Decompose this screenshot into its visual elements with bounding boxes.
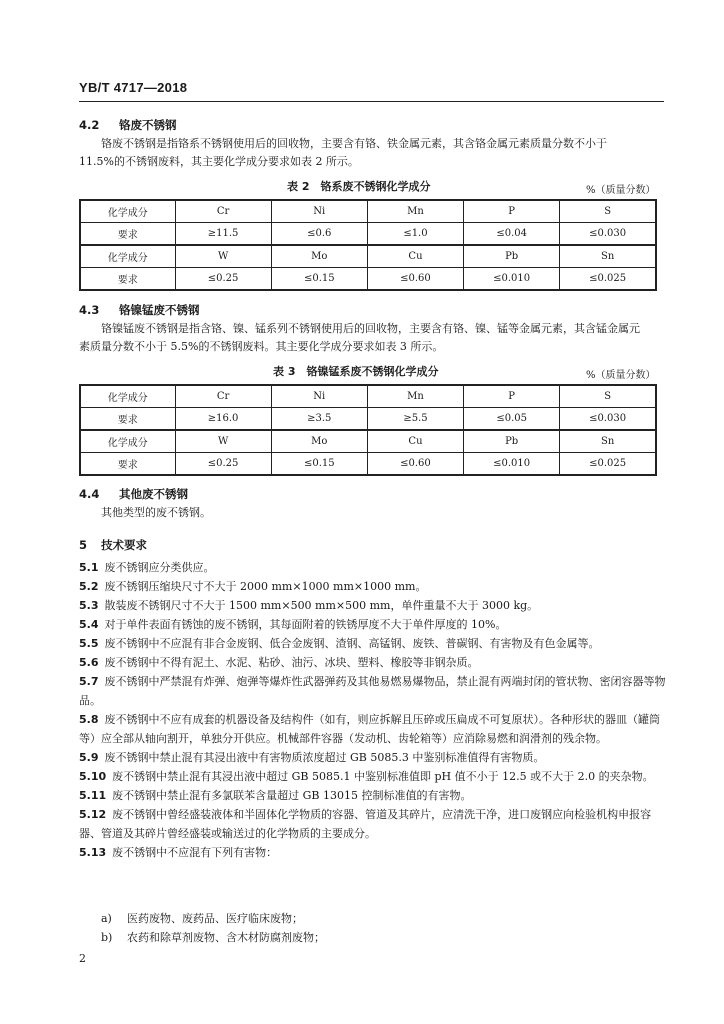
value-cell: ≤0.010 bbox=[464, 268, 560, 291]
value-cell: Sn bbox=[560, 430, 656, 453]
value-cell: ≤0.25 bbox=[175, 268, 271, 291]
value-cell: Mn bbox=[367, 385, 463, 408]
clause-number: 5.6 bbox=[79, 656, 99, 669]
table-row bbox=[80, 453, 656, 476]
table-row bbox=[80, 385, 656, 408]
clause-number: 5.11 bbox=[79, 789, 107, 802]
section-4-4-text: 其他类型的废不锈钢。 bbox=[101, 506, 211, 519]
clause-item bbox=[79, 786, 667, 805]
table-row bbox=[80, 408, 656, 431]
value-cell: Mo bbox=[271, 430, 367, 453]
hazard-sub-list bbox=[101, 909, 325, 947]
table-row bbox=[80, 223, 656, 246]
value-cell: Cr bbox=[175, 200, 271, 223]
row-label-cell: 要求 bbox=[80, 268, 175, 291]
clause-text: 废不锈钢中不应混有非合金废钢、低合金废钢、渣钢、高锰钢、废铁、普碳钢、有害物及有色金属等。 bbox=[104, 637, 600, 650]
row-label-cell: 要求 bbox=[80, 453, 175, 476]
section-title: 其他废不锈钢 bbox=[119, 487, 188, 501]
clause-number: 5.13 bbox=[79, 846, 107, 859]
value-cell: S bbox=[560, 200, 656, 223]
value-cell: Cu bbox=[367, 430, 463, 453]
table-3-caption: 表 3 铬镍锰系废不锈钢化学成分 bbox=[273, 365, 439, 378]
clause-text: 废不锈钢中不得有泥土、水泥、粘砂、油污、冰块、塑料、橡胶等非钢杂质。 bbox=[104, 656, 479, 669]
value-cell: Ni bbox=[271, 200, 367, 223]
list-marker: b) bbox=[101, 931, 113, 944]
row-label-cell: 化学成分 bbox=[80, 200, 175, 223]
section-title: 铬废不锈钢 bbox=[119, 118, 177, 132]
value-cell: ≤0.05 bbox=[464, 408, 560, 431]
clause-number: 5.8 bbox=[79, 713, 99, 726]
clause-number: 5.7 bbox=[79, 675, 99, 688]
clause-item bbox=[79, 843, 667, 862]
value-cell: ≤0.030 bbox=[560, 223, 656, 246]
section-number: 4.2 bbox=[79, 118, 100, 132]
clause-item bbox=[79, 615, 667, 634]
table-3 bbox=[79, 384, 657, 476]
section-4-3-heading bbox=[79, 302, 200, 318]
list-text: 农药和除草剂废物、含木材防腐剂废物； bbox=[127, 931, 325, 944]
header-rule bbox=[79, 101, 664, 102]
section-4-2-heading bbox=[79, 117, 177, 133]
value-cell: S bbox=[560, 385, 656, 408]
clause-number: 5.1 bbox=[79, 561, 99, 574]
value-cell: W bbox=[175, 245, 271, 268]
table-row bbox=[80, 268, 656, 291]
clause-item bbox=[79, 596, 667, 615]
row-label-cell: 要求 bbox=[80, 223, 175, 246]
value-cell: ≤0.60 bbox=[367, 453, 463, 476]
table-2 bbox=[79, 199, 657, 291]
clause-text: 废不锈钢中禁止混有其浸出液中有害物质浓度超过 GB 5085.3 中鉴别标准值得有害物质。 bbox=[104, 751, 545, 764]
clause-item bbox=[79, 748, 667, 767]
clause-number: 5.3 bbox=[79, 599, 99, 612]
value-cell: Ni bbox=[271, 385, 367, 408]
clause-text: 废不锈钢中禁止混有多氯联苯含量超过 GB 13015 控制标准值的有害物。 bbox=[112, 789, 472, 802]
table-3-unit: %（质量分数） bbox=[586, 370, 656, 381]
value-cell: ≤0.025 bbox=[560, 268, 656, 291]
clause-text: 散装废不锈钢尺寸不大于 1500 mm×500 mm×500 mm，单件重量不大于 3000 kg。 bbox=[104, 599, 539, 612]
clause-text: 废不锈钢中不应有成套的机器设备及结构件（如有，则应拆解且压碎或压扁成不可复原状）。各种形状的器皿（罐筒等）应全部从轴向割开，单独分开供应。机械部件容器（发动机、齿轮箱等）应消除易燃和润滑剂的残余物。 bbox=[79, 713, 660, 745]
value-cell: ≤1.0 bbox=[367, 223, 463, 246]
clause-item bbox=[79, 634, 667, 653]
clause-number: 5.5 bbox=[79, 637, 99, 650]
section-number: 4.3 bbox=[79, 303, 100, 317]
value-cell: Cu bbox=[367, 245, 463, 268]
list-marker: a) bbox=[101, 912, 112, 925]
value-cell: Sn bbox=[560, 245, 656, 268]
section-title: 技术要求 bbox=[101, 538, 147, 552]
clause-text: 废不锈钢应分类供应。 bbox=[104, 561, 215, 574]
clause-list bbox=[79, 558, 667, 862]
page-number: 2 bbox=[79, 952, 86, 965]
clause-item bbox=[79, 577, 667, 596]
section-title: 铬镍锰废不锈钢 bbox=[119, 303, 200, 317]
section-4-3-text: 铬镍锰废不锈钢是指含铬、镍、锰系列不锈钢使用后的回收物，主要含有铬、镍、锰等金属元素，其含锰金属元素质量分数不小于 5.5%的不锈钢废料。其主要化学成分要求如表 3 所示。 bbox=[79, 322, 640, 353]
table-2-caption: 表 2 铬系废不锈钢化学成分 bbox=[287, 180, 431, 193]
value-cell: Pb bbox=[464, 430, 560, 453]
clause-item bbox=[79, 653, 667, 672]
clause-number: 5.10 bbox=[79, 770, 107, 783]
clause-number: 5.4 bbox=[79, 618, 99, 631]
row-label-cell: 要求 bbox=[80, 408, 175, 431]
list-text: 医药废物、废药品、医疗临床废物； bbox=[127, 912, 303, 925]
clause-item bbox=[79, 672, 667, 710]
clause-item bbox=[79, 805, 667, 843]
row-label-cell: 化学成分 bbox=[80, 245, 175, 268]
row-label-cell: 化学成分 bbox=[80, 430, 175, 453]
value-cell: ≥5.5 bbox=[367, 408, 463, 431]
value-cell: ≥3.5 bbox=[271, 408, 367, 431]
clause-number: 5.2 bbox=[79, 580, 99, 593]
list-item bbox=[101, 928, 325, 947]
clause-item bbox=[79, 710, 667, 748]
value-cell: ≤0.15 bbox=[271, 268, 367, 291]
value-cell: ≤0.60 bbox=[367, 268, 463, 291]
clause-text: 废不锈钢中严禁混有炸弹、炮弹等爆炸性武器弹药及其他易燃易爆物品，禁止混有两端封闭的管状物、密闭容器等物品。 bbox=[79, 675, 666, 707]
value-cell: Mo bbox=[271, 245, 367, 268]
clause-item bbox=[79, 767, 667, 786]
value-cell: W bbox=[175, 430, 271, 453]
table-row bbox=[80, 430, 656, 453]
value-cell: ≥16.0 bbox=[175, 408, 271, 431]
section-number: 5 bbox=[79, 538, 88, 552]
clause-item bbox=[79, 558, 667, 577]
value-cell: Mn bbox=[367, 200, 463, 223]
value-cell: Pb bbox=[464, 245, 560, 268]
value-cell: ≤0.6 bbox=[271, 223, 367, 246]
value-cell: P bbox=[464, 200, 560, 223]
section-4-4-heading bbox=[79, 486, 188, 502]
value-cell: ≤0.15 bbox=[271, 453, 367, 476]
value-cell: ≥11.5 bbox=[175, 223, 271, 246]
standard-code: YB/T 4717—2018 bbox=[79, 80, 188, 95]
clause-text: 废不锈钢压缩块尺寸不大于 2000 mm×1000 mm×1000 mm。 bbox=[104, 580, 427, 593]
clause-text: 废不锈钢中禁止混有其浸出液中超过 GB 5085.1 中鉴别标准值即 pH 值不小于 12.5 或不大于 2.0 的夹杂物。 bbox=[112, 770, 654, 783]
table-row bbox=[80, 200, 656, 223]
table-row bbox=[80, 245, 656, 268]
clause-text: 废不锈钢中曾经盛装液体和半固体化学物质的容器、管道及其碎片，应清洗干净，进口废钢应向检验机构申报容器、管道及其碎片曾经盛装或输送过的化学物质的主要成分。 bbox=[79, 808, 652, 840]
value-cell: ≤0.030 bbox=[560, 408, 656, 431]
section-number: 4.4 bbox=[79, 487, 100, 501]
table-2-unit: %（质量分数） bbox=[586, 185, 656, 196]
row-label-cell: 化学成分 bbox=[80, 385, 175, 408]
value-cell: ≤0.04 bbox=[464, 223, 560, 246]
value-cell: ≤0.25 bbox=[175, 453, 271, 476]
value-cell: ≤0.025 bbox=[560, 453, 656, 476]
clause-number: 5.9 bbox=[79, 751, 99, 764]
value-cell: P bbox=[464, 385, 560, 408]
section-5-heading bbox=[79, 537, 147, 553]
clause-text: 对于单件表面有锈蚀的废不锈钢，其每面附着的铁锈厚度不大于单件厚度的 10%。 bbox=[104, 618, 507, 631]
clause-number: 5.12 bbox=[79, 808, 107, 821]
section-4-2-text: 铬废不锈钢是指铬系不锈钢使用后的回收物，主要含有铬、铁金属元素，其含铬金属元素质量分数不小于 11.5%的不锈钢废料，其主要化学成分要求如表 2 所示。 bbox=[79, 137, 607, 168]
value-cell: ≤0.010 bbox=[464, 453, 560, 476]
list-item bbox=[101, 909, 325, 928]
clause-text: 废不锈钢中不应混有下列有害物： bbox=[112, 846, 278, 859]
value-cell: Cr bbox=[175, 385, 271, 408]
